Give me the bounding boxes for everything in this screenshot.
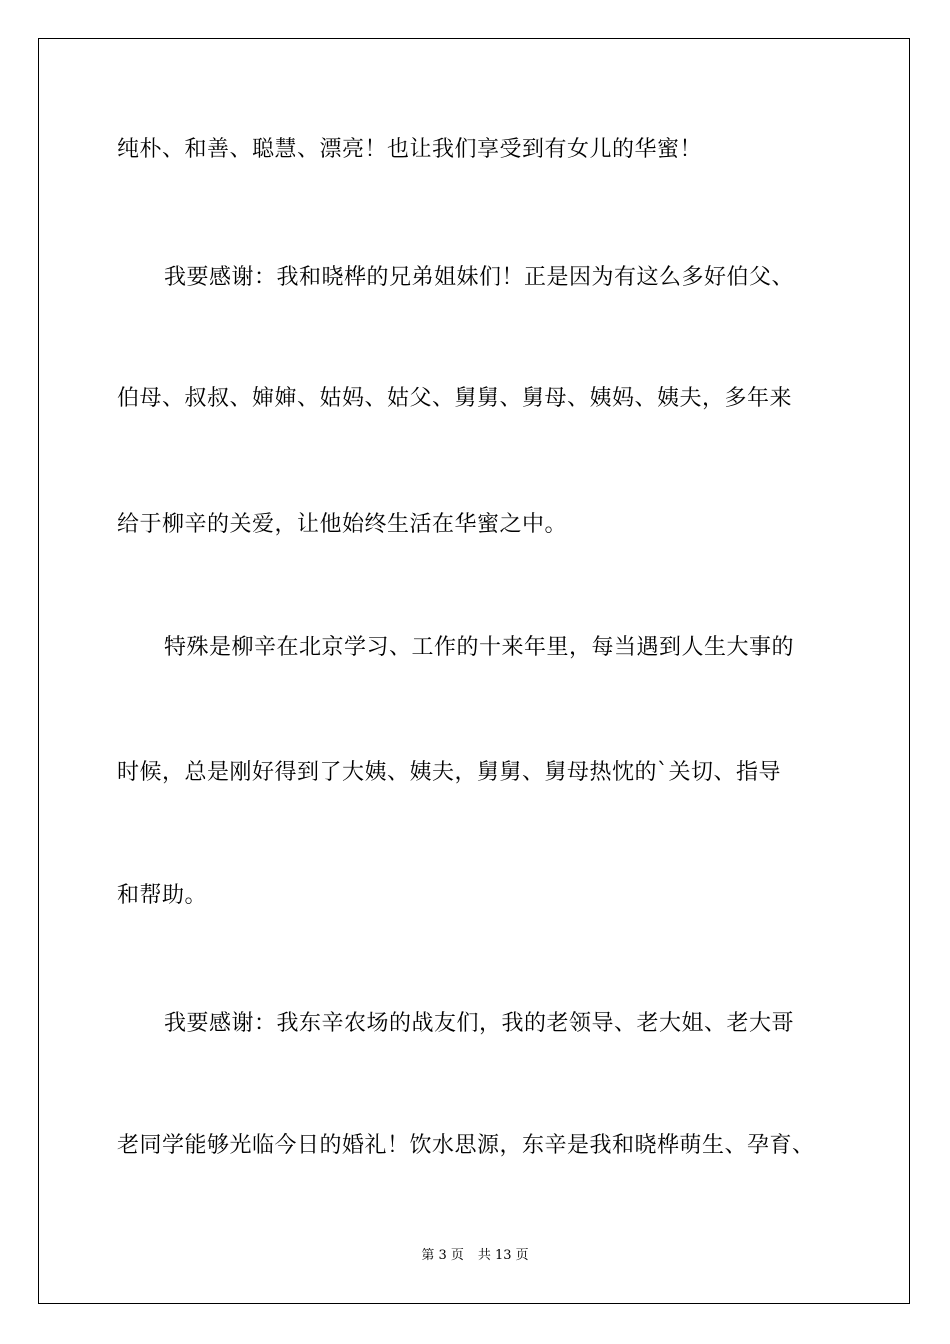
page-border	[38, 38, 910, 1304]
page-total: 共 13 页	[477, 1248, 529, 1263]
page-number: 第 3 页	[421, 1248, 464, 1263]
text-line-5: 特殊是柳辛在北京学习、工作的十来年里，每当遇到人生大事的	[164, 635, 795, 660]
text-line-1: 纯朴、和善、聪慧、漂亮！也让我们享受到有女儿的华蜜！	[117, 137, 703, 162]
text-line-4: 给于柳辛的关爱，让他始终生活在华蜜之中。	[117, 512, 568, 537]
text-line-2: 我要感谢：我和晓桦的兄弟姐妹们！正是因为有这么多好伯父、	[164, 265, 795, 290]
text-line-9: 老同学能够光临今日的婚礼！饮水思源，东辛是我和晓桦萌生、孕育、	[117, 1133, 815, 1158]
page-footer	[0, 1247, 950, 1265]
text-line-6: 时候，总是刚好得到了大姨、姨夫，舅舅、舅母热忱的`关切、指导	[117, 760, 782, 785]
text-line-3: 伯母、叔叔、婶婶、姑妈、姑父、舅舅、舅母、姨妈、姨夫，多年来	[117, 386, 793, 411]
text-line-7: 和帮助。	[117, 883, 208, 908]
text-line-8: 我要感谢：我东辛农场的战友们，我的老领导、老大姐、老大哥	[164, 1011, 795, 1036]
